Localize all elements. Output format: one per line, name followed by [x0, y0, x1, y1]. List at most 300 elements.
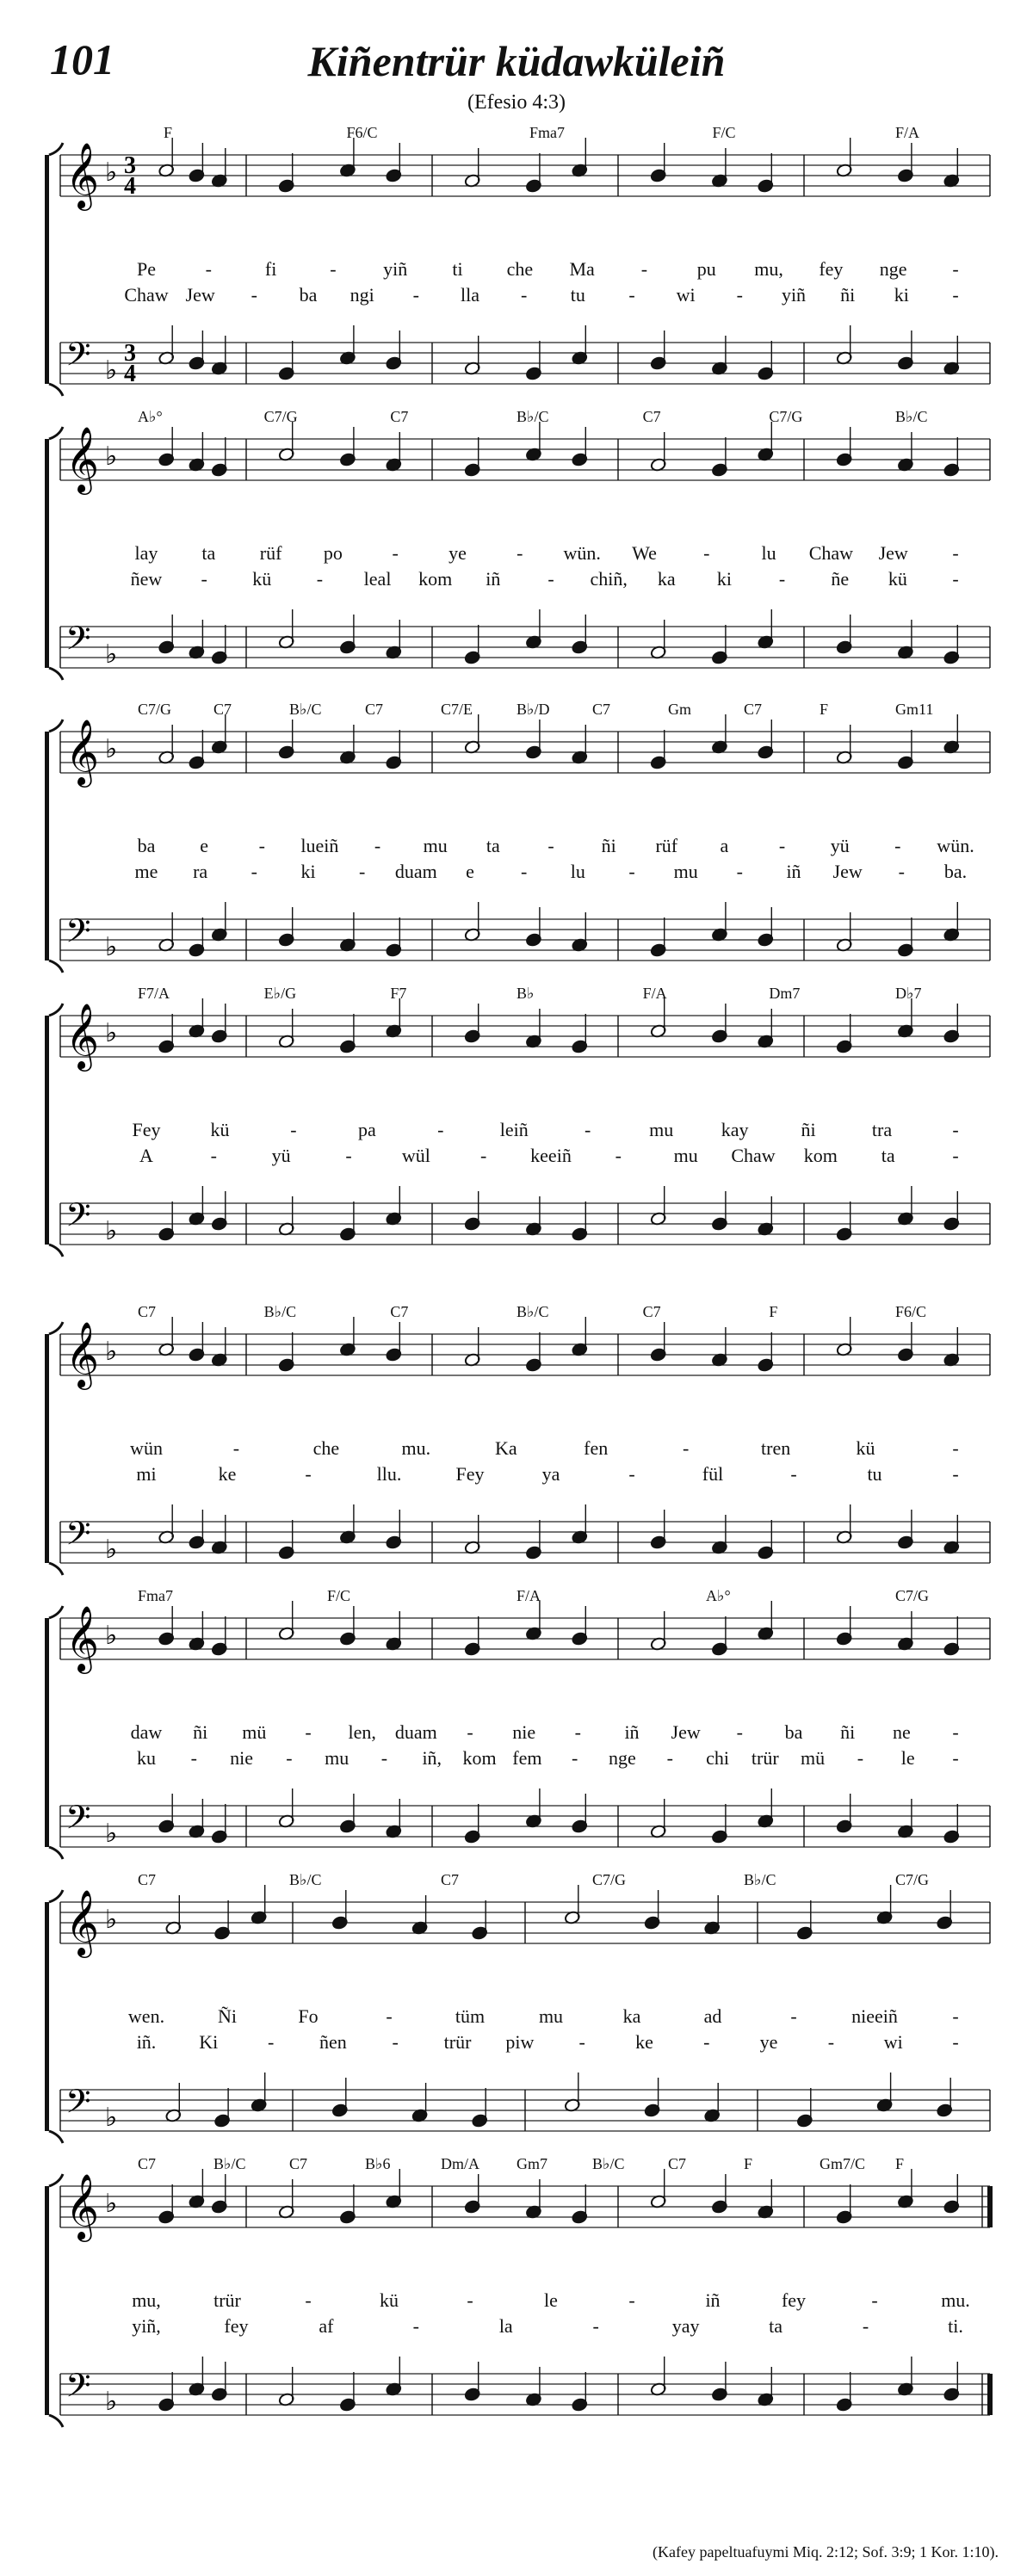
chord-symbol: C7 — [138, 2155, 157, 2172]
chord-symbol: F — [744, 2155, 753, 2172]
chord-symbol: B♭/C — [895, 408, 928, 425]
time-signature-icon: 4 — [124, 361, 136, 387]
lyric-verse1-syllable: - — [871, 2289, 878, 2311]
lyric-verse1-syllable: - — [952, 542, 959, 564]
bass-clef-icon: 𝄢 — [65, 911, 91, 958]
chord-symbol: C7 — [744, 701, 763, 718]
chord-symbol: Dm/A — [441, 2155, 479, 2172]
lyric-verse1-syllable: lueiñ — [300, 835, 339, 856]
lyric-verse2-syllable: - — [392, 2031, 399, 2053]
lyric-verse2-syllable: ta — [769, 2315, 783, 2337]
chord-symbol: B♭/C — [744, 1871, 776, 1888]
hymn-title: Kiñentrür küdawküleiñ — [307, 37, 726, 85]
lyric-verse1-syllable: - — [952, 2005, 959, 2027]
lyric-verse2-syllable: ka — [657, 568, 676, 590]
lyric-verse1-syllable: iñ — [624, 1721, 640, 1743]
chord-symbol: F/C — [712, 124, 736, 141]
lyric-verse1-syllable: - — [952, 1721, 959, 1743]
lyric-verse2-syllable: e — [466, 861, 474, 882]
lyric-verse1-syllable: po — [323, 542, 343, 564]
lyric-verse2-syllable: me — [134, 861, 158, 882]
lyric-verse1-syllable: - — [952, 1119, 959, 1140]
lyric-verse2-syllable: - — [827, 2031, 835, 2053]
treble-clef-icon: 𝄞 — [65, 1321, 100, 1387]
lyric-verse2-syllable: fül — [702, 1463, 724, 1485]
lyric-verse1-syllable: - — [952, 258, 959, 280]
lyric-verse2-syllable: ñen — [319, 2031, 347, 2053]
lyric-verse1-syllable: pa — [357, 1119, 376, 1140]
music-system — [0, 1871, 1033, 2195]
lyric-verse2-syllable: iñ. — [136, 2031, 157, 2053]
lyric-verse1-syllable: - — [585, 1119, 591, 1140]
lyric-verse1-syllable: - — [467, 2289, 473, 2311]
music-system — [0, 985, 1033, 1308]
lyric-verse1-syllable: trür — [213, 2289, 241, 2311]
lyric-verse2-syllable: - — [857, 1747, 864, 1769]
lyric-verse2-syllable: ki — [300, 861, 316, 882]
lyric-verse1-syllable: - — [894, 835, 901, 856]
lyric-verse2-syllable: - — [628, 861, 635, 882]
lyric-verse2-syllable: tu — [867, 1463, 882, 1485]
treble-clef-icon: 𝄞 — [65, 142, 100, 208]
lyric-verse1-syllable: iñ — [705, 2289, 721, 2311]
bass-clef-icon: 𝄢 — [65, 2082, 91, 2128]
lyric-verse2-syllable: - — [862, 2315, 869, 2337]
lyric-verse1-syllable: Ma — [569, 258, 595, 280]
staff-graphic — [0, 990, 1033, 1308]
key-signature-flat-icon: ♭ — [105, 933, 118, 961]
chord-symbol: C7 — [642, 1303, 661, 1320]
lyric-verse2-syllable: Chaw — [124, 284, 169, 306]
key-signature-flat-icon: ♭ — [105, 442, 118, 471]
lyric-verse1-syllable: - — [290, 1119, 297, 1140]
chord-symbol: C7 — [390, 408, 409, 425]
lyric-verse1-syllable: fey — [781, 2289, 807, 2311]
lyric-verse1-syllable: Ñi — [218, 2005, 237, 2027]
lyric-verse1-syllable: ñi — [193, 1721, 208, 1743]
lyric-verse2-syllable: Jew — [185, 284, 215, 306]
lyric-verse2-syllable: Fey — [455, 1463, 485, 1485]
lyric-verse1-syllable: - — [736, 1721, 743, 1743]
music-system — [0, 1303, 1033, 1627]
chord-symbol: F/A — [516, 1587, 541, 1604]
lyric-verse1-syllable: tren — [761, 1437, 791, 1459]
key-signature-flat-icon: ♭ — [105, 356, 118, 385]
chord-symbol: C7 — [213, 701, 232, 718]
lyric-verse1-syllable: Chaw — [808, 542, 854, 564]
chord-symbol: E♭/G — [263, 985, 297, 1002]
lyric-verse2-syllable: ta — [881, 1145, 895, 1166]
lyric-verse1-syllable: - — [682, 1437, 690, 1459]
lyric-verse2-syllable: la — [498, 2315, 513, 2337]
lyric-verse2-syllable: - — [286, 1747, 293, 1769]
lyric-verse1-syllable: lay — [134, 542, 158, 564]
lyric-verse2-syllable: ñe — [831, 568, 850, 590]
chord-symbol: C7 — [138, 1871, 157, 1888]
lyric-verse1-syllable: mu — [649, 1119, 674, 1140]
music-system — [0, 408, 1033, 732]
lyric-verse1-syllable: wün. — [563, 542, 601, 564]
lyric-verse2-syllable: - — [628, 284, 635, 306]
lyric-verse1-syllable: rüf — [259, 542, 282, 564]
lyric-verse1-syllable: a — [720, 835, 729, 856]
chord-symbol: A♭° — [706, 1587, 731, 1604]
lyric-verse2-syllable: llu. — [376, 1463, 402, 1485]
lyric-verse2-syllable: duam — [394, 861, 437, 882]
lyric-verse2-syllable: mu — [325, 1747, 349, 1769]
lyric-verse1-syllable: yü — [830, 835, 850, 856]
lyric-verse2-syllable: - — [251, 284, 257, 306]
lyric-verse1-syllable: - — [232, 1437, 240, 1459]
lyric-verse1-syllable: - — [703, 542, 710, 564]
chord-symbol: C7/G — [769, 408, 803, 425]
lyric-verse2-syllable: ba. — [943, 861, 968, 882]
lyric-verse2-syllable: - — [736, 284, 743, 306]
lyric-verse1-syllable: ñi — [840, 1721, 856, 1743]
lyric-verse2-syllable: wi — [883, 2031, 903, 2053]
lyric-verse2-syllable: - — [952, 1747, 959, 1769]
lyric-verse2-syllable: mu — [673, 1145, 698, 1166]
key-signature-flat-icon: ♭ — [105, 1535, 118, 1564]
lyric-verse2-syllable: yü — [271, 1145, 291, 1166]
lyric-verse1-syllable: kü — [380, 2289, 399, 2311]
treble-clef-icon: 𝄞 — [65, 2173, 100, 2239]
lyric-verse2-syllable: piw — [505, 2031, 535, 2053]
lyric-verse2-syllable: - — [520, 284, 528, 306]
lyric-verse2-syllable: ñi — [840, 284, 856, 306]
lyric-verse1-syllable: ka — [622, 2005, 641, 2027]
lyric-verse2-syllable: ñew — [130, 568, 163, 590]
chord-symbol: B♭/D — [516, 701, 550, 718]
chord-symbol: F6/C — [895, 1303, 927, 1320]
music-system — [0, 701, 1033, 1024]
chord-symbol: F/C — [327, 1587, 351, 1604]
lyric-verse2-syllable: iñ — [486, 568, 501, 590]
chord-symbol: F7 — [390, 985, 407, 1002]
lyric-verse2-syllable: af — [319, 2315, 334, 2337]
lyric-verse2-syllable: ki — [716, 568, 732, 590]
lyric-verse2-syllable: - — [666, 1747, 673, 1769]
lyric-verse2-syllable: - — [412, 2315, 419, 2337]
key-signature-flat-icon: ♭ — [105, 735, 118, 763]
lyric-verse2-syllable: ke — [635, 2031, 653, 2053]
lyric-verse1-syllable: ad — [703, 2005, 722, 2027]
chord-symbol: C7 — [390, 1303, 409, 1320]
lyric-verse1-syllable: mü — [242, 1721, 267, 1743]
chord-symbol: C7 — [668, 2155, 687, 2172]
chord-symbol: B♭/C — [263, 1303, 297, 1320]
time-signature-icon: 4 — [124, 173, 136, 200]
key-signature-flat-icon: ♭ — [105, 2190, 118, 2218]
chord-symbol: Gm — [668, 701, 691, 718]
lyric-verse1-syllable: yiñ — [383, 258, 408, 280]
lyric-verse1-syllable: ba — [784, 1721, 803, 1743]
lyric-verse1-syllable: - — [374, 835, 381, 856]
lyric-verse1-syllable: - — [305, 1721, 312, 1743]
scripture-reference: (Efesio 4:3) — [467, 91, 566, 114]
lyric-verse2-syllable: Jew — [832, 861, 863, 882]
lyric-verse2-syllable: mi — [136, 1463, 157, 1485]
lyric-verse1-syllable: ba — [137, 835, 156, 856]
lyric-verse2-syllable: ye — [759, 2031, 778, 2053]
lyric-verse1-syllable: che — [312, 1437, 340, 1459]
chord-symbol: C7/E — [441, 701, 473, 718]
lyric-verse1-syllable: rüf — [655, 835, 678, 856]
lyric-verse2-syllable: kom — [462, 1747, 497, 1769]
chord-symbol: B♭/C — [289, 1871, 322, 1888]
lyric-verse1-syllable: - — [386, 2005, 393, 2027]
key-signature-flat-icon: ♭ — [105, 158, 118, 187]
music-system — [0, 124, 1033, 448]
lyric-verse1-syllable: wün. — [937, 835, 974, 856]
lyric-verse2-syllable: - — [952, 284, 959, 306]
chord-symbol: A♭° — [138, 408, 163, 425]
chord-symbol: B♭/C — [289, 701, 322, 718]
chord-symbol: C7 — [138, 1303, 157, 1320]
lyric-verse1-syllable: fen — [584, 1437, 609, 1459]
lyric-verse2-syllable: - — [316, 568, 324, 590]
time-signature-icon: 3 — [124, 340, 136, 367]
lyric-verse2-syllable: - — [790, 1463, 797, 1485]
lyric-verse1-syllable: - — [437, 1119, 444, 1140]
lyric-verse2-syllable: - — [358, 861, 366, 882]
lyric-verse2-syllable: keeiñ — [530, 1145, 572, 1166]
lyric-verse2-syllable: yay — [671, 2315, 700, 2337]
lyric-verse2-syllable: ra — [193, 861, 208, 882]
music-system — [0, 2155, 1033, 2479]
lyric-verse1-syllable: Ka — [494, 1437, 517, 1459]
lyric-verse2-syllable: ke — [218, 1463, 237, 1485]
lyric-verse2-syllable: - — [520, 861, 528, 882]
lyric-verse2-syllable: yiñ — [781, 284, 807, 306]
chord-symbol: F — [164, 124, 173, 141]
chord-symbol: C7/G — [895, 1871, 930, 1888]
lyric-verse1-syllable: - — [628, 2289, 635, 2311]
lyric-verse1-syllable: nge — [879, 258, 907, 280]
key-signature-flat-icon: ♭ — [105, 1622, 118, 1650]
lyric-verse2-syllable: - — [615, 1145, 622, 1166]
lyric-verse1-syllable: ta — [201, 542, 216, 564]
chord-symbol: F6/C — [346, 124, 378, 141]
chord-symbol: F — [769, 1303, 778, 1320]
lyric-verse2-syllable: nge — [609, 1747, 636, 1769]
lyric-verse2-syllable: kü — [888, 568, 907, 590]
chord-symbol: C7 — [642, 408, 661, 425]
treble-clef-icon: 𝄞 — [65, 1889, 100, 1955]
lyric-verse1-syllable: mu — [423, 835, 448, 856]
lyric-verse2-syllable: ya — [541, 1463, 560, 1485]
lyric-verse1-syllable: ta — [486, 835, 500, 856]
lyric-verse1-syllable: leiñ — [499, 1119, 529, 1140]
lyric-verse2-syllable: ku — [137, 1747, 156, 1769]
lyric-verse1-syllable: - — [952, 1437, 959, 1459]
lyric-verse2-syllable: ki — [894, 284, 909, 306]
lyric-verse2-syllable: le — [900, 1747, 915, 1769]
lyric-verse1-syllable: mu, — [754, 258, 783, 280]
chord-symbol: F/A — [642, 985, 667, 1002]
lyric-verse2-syllable: - — [201, 568, 207, 590]
lyric-verse1-syllable: fey — [819, 258, 844, 280]
bass-clef-icon: 𝄢 — [65, 619, 91, 665]
lyric-verse2-syllable: - — [210, 1145, 217, 1166]
lyric-verse2-syllable: - — [898, 861, 905, 882]
lyric-verse1-syllable: ñi — [601, 835, 616, 856]
chord-symbol: F — [820, 701, 829, 718]
lyric-verse1-syllable: Fo — [298, 2005, 319, 2027]
lyric-verse1-syllable: mu, — [132, 2289, 161, 2311]
lyric-verse1-syllable: - — [640, 258, 648, 280]
lyric-verse2-syllable: - — [571, 1747, 578, 1769]
chord-symbol: Gm7 — [516, 2155, 547, 2172]
lyric-verse1-syllable: e — [200, 835, 209, 856]
lyric-verse2-syllable: mü — [801, 1747, 826, 1769]
lyric-verse2-syllable: leal — [363, 568, 392, 590]
lyric-verse2-syllable: lla — [461, 284, 479, 306]
lyric-verse2-syllable: ba — [299, 284, 318, 306]
chord-symbol: C7/G — [592, 1871, 627, 1888]
treble-clef-icon: 𝄞 — [65, 1003, 100, 1069]
lyric-verse2-syllable: - — [578, 2031, 585, 2053]
lyric-verse2-syllable: - — [412, 284, 419, 306]
lyric-verse1-syllable: len, — [348, 1721, 376, 1743]
lyric-verse1-syllable: mu. — [401, 1437, 431, 1459]
lyric-verse1-syllable: - — [547, 835, 554, 856]
chord-symbol: B♭/C — [516, 408, 549, 425]
lyric-verse1-syllable: nie — [512, 1721, 536, 1743]
lyric-verse2-syllable: chi — [706, 1747, 729, 1769]
lyric-verse2-syllable: - — [952, 2031, 959, 2053]
lyric-verse2-syllable: mu — [673, 861, 698, 882]
lyric-verse2-syllable: Ki — [199, 2031, 219, 2053]
lyric-verse1-syllable: tüm — [455, 2005, 486, 2027]
lyric-verse1-syllable: duam — [394, 1721, 437, 1743]
treble-clef-icon: 𝄞 — [65, 426, 100, 492]
lyric-verse1-syllable: We — [632, 542, 657, 564]
lyric-verse1-syllable: mu. — [941, 2289, 970, 2311]
key-signature-flat-icon: ♭ — [105, 1906, 118, 1934]
treble-clef-icon: 𝄞 — [65, 719, 100, 785]
lyric-verse1-syllable: - — [305, 2289, 312, 2311]
lyric-verse2-syllable: - — [778, 568, 786, 590]
lyric-verse1-syllable: lu — [761, 542, 776, 564]
lyric-verse2-syllable: - — [703, 2031, 710, 2053]
chord-symbol: C7 — [365, 701, 384, 718]
lyric-verse1-syllable: ye — [448, 542, 467, 564]
lyric-verse2-syllable: - — [628, 1463, 635, 1485]
lyric-verse2-syllable: nie — [230, 1747, 254, 1769]
lyric-verse1-syllable: kay — [721, 1119, 749, 1140]
lyric-verse1-syllable: fi — [264, 258, 277, 280]
chord-symbol: C7 — [441, 1871, 460, 1888]
chord-symbol: Fma7 — [529, 124, 566, 141]
music-system — [0, 1587, 1033, 1911]
chord-symbol: F/A — [895, 124, 920, 141]
lyric-verse2-syllable: - — [952, 1145, 959, 1166]
lyric-verse2-syllable: tu — [570, 284, 585, 306]
chord-symbol: F — [895, 2155, 905, 2172]
chord-symbol: D♭7 — [895, 985, 922, 1002]
lyric-verse1-syllable: Jew — [671, 1721, 701, 1743]
key-signature-flat-icon: ♭ — [105, 1019, 118, 1047]
lyric-verse1-syllable: Pe — [137, 258, 156, 280]
lyric-verse1-syllable: - — [392, 542, 399, 564]
bass-clef-icon: 𝄢 — [65, 1195, 91, 1242]
lyric-verse1-syllable: - — [258, 835, 265, 856]
chord-symbol: C7/G — [895, 1587, 930, 1604]
lyric-verse2-syllable: fey — [224, 2315, 249, 2337]
chord-symbol: B♭6 — [365, 2155, 391, 2172]
lyric-verse2-syllable: - — [251, 861, 257, 882]
chord-symbol: C7/G — [263, 408, 298, 425]
key-signature-flat-icon: ♭ — [105, 1819, 118, 1848]
lyric-verse2-syllable: - — [736, 861, 743, 882]
key-signature-flat-icon: ♭ — [105, 1337, 118, 1366]
lyric-verse1-syllable: - — [790, 2005, 797, 2027]
lyric-verse2-syllable: wül — [401, 1145, 430, 1166]
lyric-verse2-syllable: - — [592, 2315, 599, 2337]
key-signature-flat-icon: ♭ — [105, 640, 118, 669]
lyric-verse2-syllable: kom — [418, 568, 453, 590]
lyric-verse2-syllable: - — [952, 568, 959, 590]
lyric-verse2-syllable: - — [190, 1747, 197, 1769]
lyric-verse1-syllable: ti — [452, 258, 463, 280]
lyric-verse2-syllable: - — [380, 1747, 388, 1769]
chord-symbol: Gm7/C — [820, 2155, 866, 2172]
chord-symbol: B♭/C — [516, 1303, 549, 1320]
footnote: (Kafey papeltuafuymi Miq. 2:12; Sof. 3:9; 1 Kor. 1:10). — [653, 2543, 999, 2561]
lyric-verse1-syllable: - — [516, 542, 523, 564]
lyric-verse1-syllable: tra — [871, 1119, 893, 1140]
key-signature-flat-icon: ♭ — [105, 2388, 118, 2416]
lyric-verse1-syllable: - — [467, 1721, 473, 1743]
lyric-verse1-syllable: che — [506, 258, 534, 280]
lyric-verse1-syllable: wün — [130, 1437, 163, 1459]
chord-symbol: B♭/C — [213, 2155, 246, 2172]
lyric-verse2-syllable: trür — [751, 1747, 779, 1769]
lyric-verse1-syllable: - — [778, 835, 786, 856]
bass-clef-icon: 𝄢 — [65, 2366, 91, 2412]
lyric-verse2-syllable: ti. — [948, 2315, 963, 2337]
lyric-verse2-syllable: - — [547, 568, 554, 590]
lyric-verse2-syllable: - — [305, 1463, 312, 1485]
chord-symbol: Dm7 — [769, 985, 801, 1002]
lyric-verse2-syllable: yiñ, — [132, 2315, 161, 2337]
lyric-verse1-syllable: mu — [538, 2005, 564, 2027]
lyric-verse1-syllable: kü — [856, 1437, 875, 1459]
key-signature-flat-icon: ♭ — [105, 1217, 118, 1245]
chord-symbol: C7 — [592, 701, 611, 718]
lyric-verse2-syllable: - — [267, 2031, 275, 2053]
chord-symbol: F7/A — [138, 985, 170, 1002]
lyric-verse2-syllable: fem — [512, 1747, 542, 1769]
lyric-verse1-syllable: daw — [130, 1721, 163, 1743]
time-signature-icon: 3 — [124, 152, 136, 179]
lyric-verse2-syllable: - — [952, 1463, 959, 1485]
lyric-verse2-syllable: - — [479, 1145, 487, 1166]
lyric-verse2-syllable: trür — [443, 2031, 472, 2053]
chord-symbol: C7 — [289, 2155, 308, 2172]
chord-symbol: B♭/C — [592, 2155, 625, 2172]
hymn-number: 101 — [50, 35, 114, 83]
bass-clef-icon: 𝄢 — [65, 1514, 91, 1560]
lyric-verse2-syllable: ngi — [349, 284, 374, 306]
lyric-verse2-syllable: - — [345, 1145, 352, 1166]
lyric-verse2-syllable: iñ — [786, 861, 801, 882]
lyric-verse1-syllable: pu — [696, 258, 716, 280]
chord-symbol: C7/G — [138, 701, 172, 718]
lyric-verse2-syllable: A — [139, 1145, 153, 1166]
bass-clef-icon: 𝄢 — [65, 335, 91, 381]
